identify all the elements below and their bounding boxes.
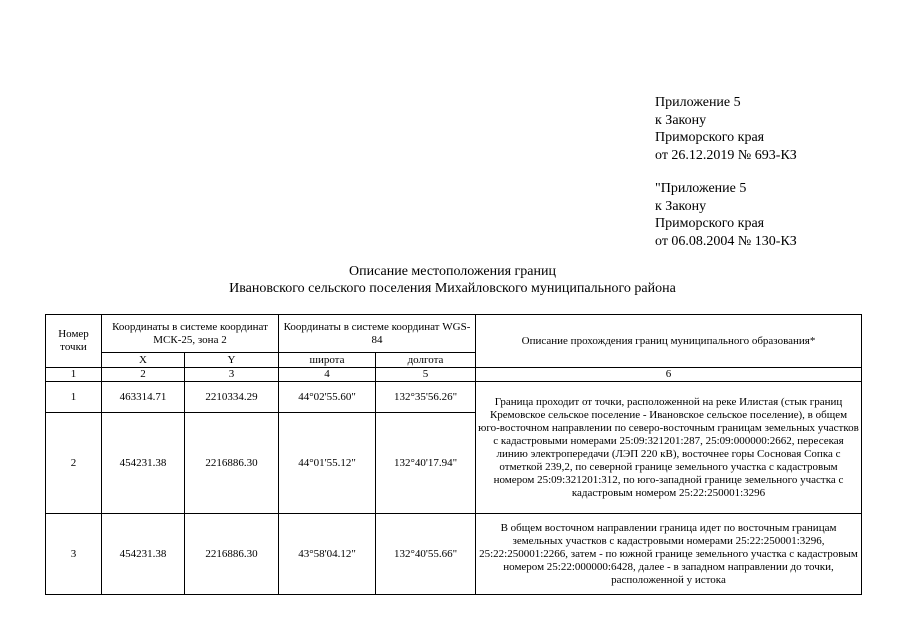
longitude-header: долгота (376, 353, 476, 368)
point-number-header: Номер точки (46, 315, 102, 368)
table-row (46, 382, 862, 413)
point-number-cell: 3 (46, 514, 102, 595)
approval-header (655, 94, 797, 164)
longitude-cell: 132°40'55.66" (376, 514, 476, 595)
header-line: от 26.12.2019 № 693-КЗ (655, 147, 797, 163)
column-number: 3 (185, 368, 279, 382)
longitude-cell: 132°40'17.94" (376, 413, 476, 514)
boundary-description-cell: В общем восточном направлении граница идет по восточным границам земельных участков с кадастровыми номерами 25:22:250001:3296, 25:22:250001:2266, затем - по южной границе земельного участка с кадастровым номером 25:22:000000:6428, далее - в западном направлении до точки, расположенной у истока (476, 514, 862, 595)
x-cell: 454231.38 (102, 514, 185, 595)
header-line: от 06.08.2004 № 130-КЗ (655, 233, 797, 249)
column-number: 5 (376, 368, 476, 382)
document-title: Описание местоположения границ (349, 264, 556, 279)
latitude-cell: 44°02'55.60" (279, 382, 376, 413)
column-number-row (46, 368, 862, 382)
description-header: Описание прохождения границ муниципального образования* (476, 315, 862, 368)
header-row (46, 315, 862, 353)
wgs-coordinates-header: Координаты в системе координат WGS-84 (279, 315, 476, 353)
original-law-header (655, 180, 797, 250)
column-number: 1 (46, 368, 102, 382)
longitude-cell: 132°35'56.26" (376, 382, 476, 413)
latitude-header: широта (279, 353, 376, 368)
latitude-cell: 43°58'04.12" (279, 514, 376, 595)
x-cell: 463314.71 (102, 382, 185, 413)
msk-coordinates-header: Координаты в системе координат МСК-25, зона 2 (102, 315, 279, 353)
column-number: 6 (476, 368, 862, 382)
point-number-cell: 2 (46, 413, 102, 514)
x-header: X (102, 353, 185, 368)
header-line: "Приложение 5 (655, 181, 747, 196)
header-line: к Закону (655, 198, 707, 214)
header-line: Приложение 5 (655, 95, 741, 110)
column-number: 2 (102, 368, 185, 382)
latitude-cell: 44°01'55.12" (279, 413, 376, 514)
boundary-description-cell: Граница проходит от точки, расположенной на реке Илистая (стык границ Кремовское сельское поселение - Ивановское сельское поселение), в общем юго-восточном направлении по северо-восточным границам земельных участков с кадастровыми номерами 25:09:321201:287, 25:09:000000:2662, пересекая линию электропередачи (ЛЭП 220 кВ), восточнее горы Сосновая Сопка с отметкой 239,2, по северной границе земельного участка с кадастровым номером 25:09:321201:312, по юго-западной границе земельного участка с кадастровым номером 25:22:250001:3296 (476, 382, 862, 514)
column-number: 4 (279, 368, 376, 382)
table-row (46, 514, 862, 595)
x-cell: 454231.38 (102, 413, 185, 514)
y-cell: 2210334.29 (185, 382, 279, 413)
coordinates-table (45, 314, 862, 595)
header-line: Приморского края (655, 130, 765, 145)
y-cell: 2216886.30 (185, 413, 279, 514)
y-header: Y (185, 353, 279, 368)
header-line: к Закону (655, 112, 707, 128)
header-line: Приморского края (655, 216, 765, 231)
document-subtitle: Ивановского сельского поселения Михайловского муниципального района (229, 281, 676, 296)
y-cell: 2216886.30 (185, 514, 279, 595)
point-number-cell: 1 (46, 382, 102, 413)
